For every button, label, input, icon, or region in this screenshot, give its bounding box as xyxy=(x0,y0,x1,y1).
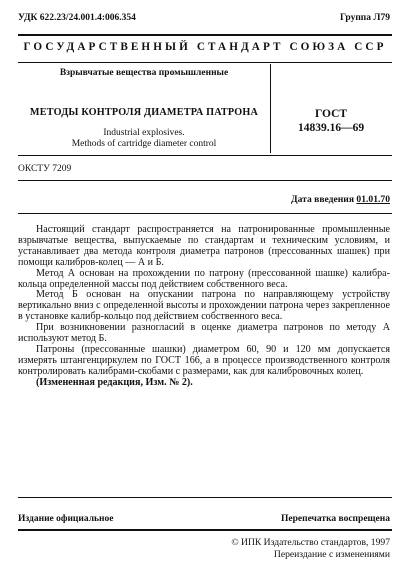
paragraph-disagreements: При возникновении разногласий в оценке диаметра патронов по методу А используют метод Б. xyxy=(18,322,390,345)
paragraph-caliper: Патроны (прессованные шашки) диаметром 60, 90 и 120 мм допускается измерять штангенциркулем по ГОСТ 166, а в процессе производственного контроля контролировать калибрами-скобами с размерами, как для калибровочных колец. xyxy=(18,343,390,377)
group-code: Группа Л79 xyxy=(339,13,390,23)
copyright-notice: © ИПК Издательство стандартов, 1997 xyxy=(231,537,390,548)
reprint-notice: Перепечатка воспрещена xyxy=(280,514,390,524)
document-title: МЕТОДЫ КОНТРОЛЯ ДИАМЕТРА ПАТРОНА xyxy=(29,107,259,118)
paragraph-method-b: Метод Б основан на опускании патрона по направляющему устройству вертикально вниз с определенной высоты и прохождении патрона через закрепленное в установке калибр-кольцо под действием собственного веса. xyxy=(18,289,390,323)
edition-label: Издание официальное xyxy=(18,514,114,524)
gost-label: ГОСТ xyxy=(314,108,348,120)
body-top-rule xyxy=(18,213,392,214)
gost-number: 14839.16—69 xyxy=(297,122,365,134)
intro-date xyxy=(291,194,390,205)
title-block-bottom-rule xyxy=(18,155,392,156)
footer-top-rule xyxy=(18,497,392,498)
intro-date-value: 01.01.70 xyxy=(356,194,390,205)
document-category: Взрывчатые вещества промышленные xyxy=(59,68,229,78)
top-rule xyxy=(18,34,392,36)
standard-body xyxy=(18,225,390,389)
paragraph-amendment: (Измененная редакция, Изм. № 2). xyxy=(36,376,193,388)
title-block-top-rule xyxy=(18,62,392,63)
okstu-code: ОКСТУ 7209 xyxy=(18,164,72,174)
udk-code: УДК 622.23/24.001.4:006.354 xyxy=(18,13,136,23)
okstu-rule xyxy=(18,180,392,181)
document-title-en-line1: Industrial explosives. xyxy=(103,128,185,138)
paragraph-scope: Настоящий стандарт распространяется на патронированные промышленные взрывчатые вещества, выпускаемые по стандартам и техническим условиям, и устанавливает два метода контроля диаметра патронов (прессованных шашек) при помощи калибров-колец — А и Б. xyxy=(18,224,390,268)
document-title-en-line2: Methods of cartridge diameter control xyxy=(71,139,217,149)
reissue-notice: Переиздание с изменениями xyxy=(273,549,390,560)
footer-bottom-rule xyxy=(18,529,392,531)
state-standard-heading: ГОСУДАРСТВЕННЫЙ СТАНДАРТ СОЮЗА ССР xyxy=(23,41,387,53)
intro-date-label: Дата введения xyxy=(290,194,355,205)
paragraph-method-a: Метод А основан на прохождении по патрону (прессованной шашке) калибра-кольца определенной массы под действием собственного веса. xyxy=(18,267,390,290)
